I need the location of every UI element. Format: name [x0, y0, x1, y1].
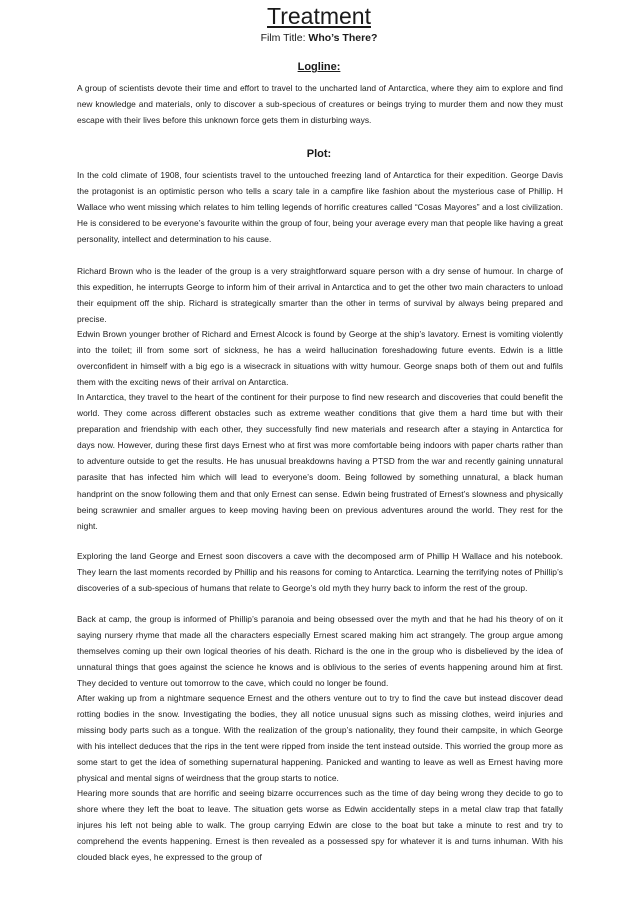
logline-text: A group of scientists devote their time and effort to travel to the uncharted land of Antarctica, where they aim to explore and find new knowledge and materials, only to discover a sub-specious of creatures or beings trying to murder them and now they must escape with their lives before this unknown force gets them in disturbing ways.	[77, 83, 563, 126]
plot-heading: Plot:	[306, 148, 332, 160]
plot-paragraph: Hearing more sounds that are horrific and seeing bizarre occurrences such as the time of day being wrong they decide to go to shore where they left the boat to leave. The situation gets worse as Edwin accidentally steps in a metal claw trap that fatally injures his left not being able to walk. The group carrying Edwin are close to the boat but take a minute to rest and try to comprehend the events happening. Ernest is then revealed as a possessed spy for whatever it is and turns inhuman. With his clouded black eyes, he expressed to the group of	[77, 788, 563, 863]
plot-paragraph: After waking up from a nightmare sequence Ernest and the others venture out to try to find the cave but instead discover dead rotting bodies in the snow. Investigating the bodies, they all notice unusual signs such as missing clothes, weird injuries and missing body parts such as a tongue. With the realization of the group’s nationality, they found their campsite, in which George with his intellect deduces that the rips in the tent were ripped from inside the tent instead outside. This worried the group more as some start to get the idea of something supernatural happening. Panicked and wanting to leave as well as Ernest having more physical and mental signs of weirdness that the group starts to notice.	[77, 693, 563, 784]
plot-paragraph: In the cold climate of 1908, four scientists travel to the untouched freezing land of Antarctica for their expedition. George Davis the protagonist is an optimistic person who tells a scary tale in a campfire like fashion about the mysterious case of Phillip. H Wallace who went missing which relates to him telling legends of horrific creatures called “Cosas Mayores” and a lost civilization. He is considered to be everyone’s favourite within the group of four, being your average every man that people like having a great personality, intellect and determination to his cause.	[77, 170, 563, 245]
film-title-value: Who’s There?	[308, 32, 378, 44]
film-title-label: Film Title:	[260, 32, 309, 44]
document-title: Treatment	[267, 3, 371, 29]
plot-paragraph: Richard Brown who is the leader of the group is a very straightforward square person with a dry sense of humour. In charge of this expedition, he interrupts George to inform him of their arrival in Antarctica and to get the other two main characters to unload their equipment off the ship. Richard is strategically smarter than the other in terms of survival by always being prepared and precise.	[77, 266, 563, 325]
plot-paragraph: Exploring the land George and Ernest soon discovers a cave with the decomposed arm of Phillip H Wallace and his notebook. They learn the last moments recorded by Phillip and his reasons for coming to Antarctica. Learning the terrifying notes of Phillip’s discoveries of a sub-specious of humans that relate to George’s old myth they hurry back to inform the rest of the group.	[77, 551, 563, 594]
film-title-line	[0, 31, 638, 45]
logline-heading: Logline:	[297, 61, 341, 73]
plot-paragraph: Back at camp, the group is informed of Phillip’s paranoia and being obsessed over the myth and that he had his theory of on it saying nursery rhyme that made all the characters especially Ernest scared making him act strangely. The group argue among themselves coming up their own logical theories of his death. Richard is the one in the group who is disbelieved by the idea of unnatural things that goes against the science he knows and is oblivious to the series of events happening around him at first. They decided to venture out tomorrow to the cave, which could no longer be found.	[77, 614, 563, 689]
plot-paragraph: Edwin Brown younger brother of Richard and Ernest Alcock is found by George at the ship’s lavatory. Ernest is vomiting violently into the toilet; ill from some sort of sickness, he has a weird hallucination foreshadowing future events. Edwin is a little overconfident in himself with a big ego is a wisecrack in situations with witty humour. George snaps both of them out and fulfils them with the exciting news of their arrival on Antarctica.	[77, 329, 563, 388]
plot-paragraph: In Antarctica, they travel to the heart of the continent for their purpose to find new research and discoveries that could benefit the world. They come across different obstacles such as extreme weather conditions that give them a hard time but with their preparation and friendship with each other, they successfully find new materials and research after a staying in Antarctica for days now. However, during these first days Ernest who at first was more comfortable being indoors with paper charts rather than to adventure outside to get the results. He has unusual breakdowns having a PTSD from the war and recently gaining unnatural parasite that has infected him which will lead to everyone’s doom. Being followed by something unnatural, a black human handprint on the snow following them and that only Ernest can sense. Edwin being frustrated of Ernest’s slowness and physically being scrawnier and smaller argues to keep moving having been on previous adventures around the world. They rest for the night.	[77, 392, 563, 531]
